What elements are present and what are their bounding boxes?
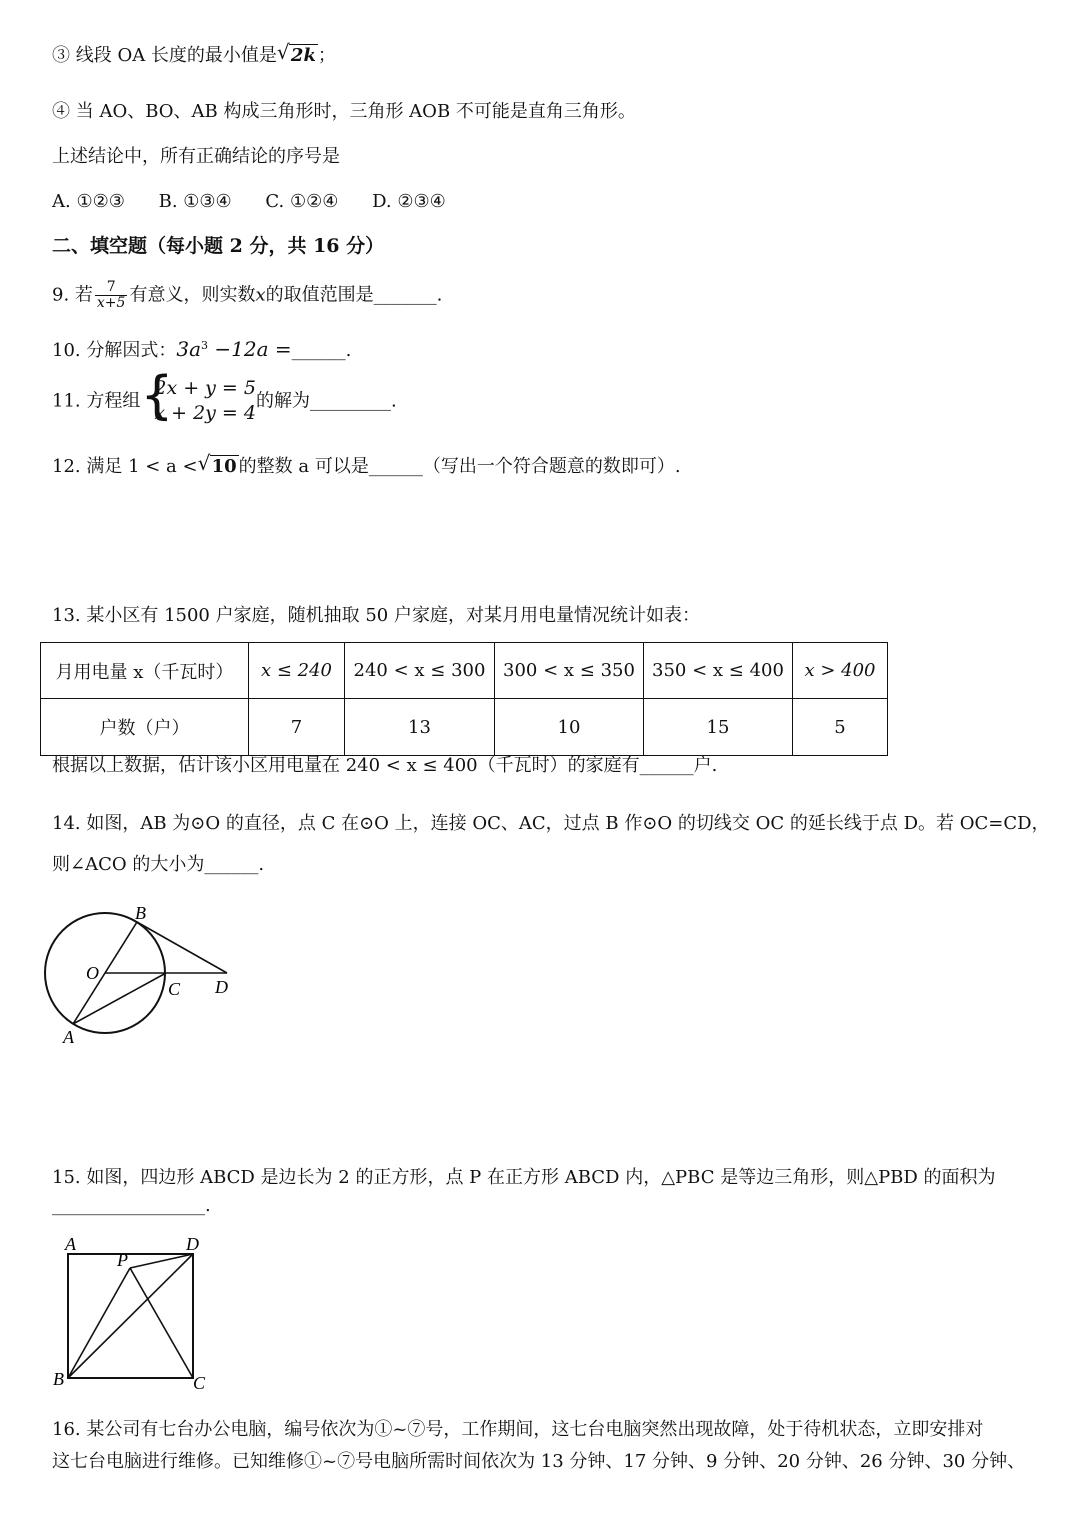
table-header-cell: 240 < x ≤ 300 [345,643,495,699]
label-b: B [53,1369,64,1389]
q11-suffix: 的解为_________. [255,390,397,412]
question-14-line2: 则∠ACO 的大小为______. [52,854,265,875]
label-o: O [86,963,99,983]
statement-3-end: ； [317,45,336,66]
question-15-line1: 15. 如图，四边形 ABCD 是边长为 2 的正方形，点 P 在正方形 ABCD 内，△PBC 是等边三角形，则△PBD 的面积为 [52,1167,996,1188]
label-b: B [135,903,146,923]
q9-prefix: 9. 若 [52,284,93,306]
q13-followup: 根据以上数据，估计该小区用电量在 240 < x ≤ 400（千瓦时）的家庭有______户. [52,755,718,776]
q10-term2: −12a = [208,337,292,361]
section-heading: 二、填空题（每小题 2 分，共 16 分） [52,235,385,257]
question-11 [52,366,397,426]
table-cell: 15 [644,699,793,756]
line-bp [68,1268,130,1378]
brace-icon: { [140,366,174,426]
question-13: 13. 某小区有 1500 户家庭，随机抽取 50 户家庭，对某月用电量情况统计如表： [52,605,700,626]
label-p: P [117,1250,128,1270]
q11-prefix: 11. 方程组 [52,390,141,412]
electricity-table [40,642,888,756]
equation-2: x + 2y = 4 [154,402,256,424]
option-a: A. ①②③ [52,191,125,212]
label-d: D [215,977,228,997]
label-c: C [193,1373,206,1393]
table-header-cell: x ≤ 240 [249,643,345,699]
table-row [41,699,888,756]
table-header-cell: 月用电量 x（千瓦时） [41,643,249,699]
label-d: D [186,1234,199,1254]
table-header-cell: 300 < x ≤ 350 [495,643,644,699]
statement-3 [52,40,336,68]
tangent-bd [137,922,227,973]
question-16-line1: 16. 某公司有七台办公电脑，编号依次为①~⑦号，工作期间，这七台电脑突然出现故障，处于待机状态，立即安排对 [52,1419,984,1440]
table-header-cell: x > 400 [793,643,888,699]
q10-term1: 3a [176,337,202,361]
diagonal-bd [68,1254,193,1378]
q9-variable: x [255,284,266,306]
q10-prefix: 10. 分解因式： [52,340,177,361]
q9-suffix: 的取值范围是_______. [265,284,443,306]
sqrt-10: √ 10 [197,451,237,477]
fraction-numerator: 7 [95,280,128,296]
sqrt-2k: √ 2k [276,40,316,66]
table-cell: 7 [249,699,345,756]
option-d: D. ②③④ [372,191,446,212]
question-16-line2: 这七台电脑进行维修。已知维修①~⑦号电脑所需时间依次为 13 分钟、17 分钟、9 分钟、20 分钟、26 分钟、30 分钟、 [52,1451,1026,1472]
table-row [41,643,888,699]
label-c: C [168,979,181,999]
q9-middle: 有意义，则实数 [129,284,256,306]
statement-4: ④ 当 AO、BO、AB 构成三角形时，三角形 AOB 不可能是直角三角形。 [52,101,636,122]
q12-suffix: 的整数 a 可以是______（写出一个符合题意的数即可）. [238,456,681,477]
question-10 [52,334,351,363]
q10-exponent: 3 [201,339,209,352]
table-header-cell: 350 < x ≤ 400 [644,643,793,699]
sqrt-radicand: 10 [211,456,237,477]
table-cell: 13 [345,699,495,756]
answer-options [52,190,446,214]
equation-system [140,366,256,426]
fraction [95,280,128,311]
q10-blank: ______. [291,340,352,361]
table-cell: 5 [793,699,888,756]
equation-1: 2x + y = 5 [154,377,256,399]
circle-figure [30,895,250,1055]
table-cell: 10 [495,699,644,756]
line-pd [130,1254,193,1268]
question-15-line2: _________________. [52,1195,211,1216]
fraction-denominator: x+5 [96,295,126,311]
question-9 [52,280,442,311]
square-figure [45,1230,225,1395]
statement-3-text: ③ 线段 OA 长度的最小值是 [52,45,277,66]
label-a: A [65,1234,76,1254]
label-a: A [63,1027,74,1047]
table-cell: 户数（户） [41,699,249,756]
question-prompt: 上述结论中，所有正确结论的序号是 [52,146,340,167]
question-14-line1: 14. 如图，AB 为⊙O 的直径，点 C 在⊙O 上，连接 OC、AC，过点 B 作⊙O 的切线交 OC 的延长线于点 D。若 OC=CD， [52,813,1050,834]
option-b: B. ①③④ [158,191,232,212]
q12-prefix: 12. 满足 1 < a < [52,456,198,477]
option-c: C. ①②④ [265,191,339,212]
question-12 [52,451,681,479]
sqrt-radicand: 2k [290,45,316,66]
